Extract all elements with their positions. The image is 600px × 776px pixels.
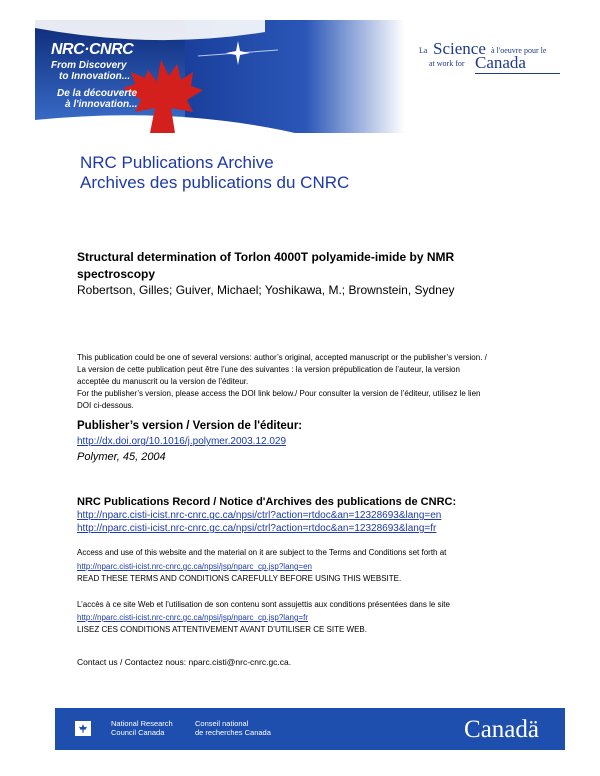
doi-link[interactable]: http://dx.doi.org/10.1016/j.polymer.2003.12.029 bbox=[77, 436, 287, 447]
terms-fr-caps: LISEZ CES CONDITIONS ATTENTIVEMENT AVANT D’UTILISER CE SITE WEB. bbox=[77, 625, 367, 634]
tagline-science: Science bbox=[433, 39, 486, 58]
dept-fr-line-1: Conseil national bbox=[195, 719, 249, 728]
nrc-logo: NRC·CNRC bbox=[51, 41, 134, 58]
notice-line-3: acceptée du manuscrit ou la version de l’éditeur. bbox=[77, 377, 249, 386]
terms-en-caps: READ THESE TERMS AND CONDITIONS CAREFULLY BEFORE USING THIS WEBSITE. bbox=[77, 574, 402, 583]
dept-en-line-1: National Research bbox=[111, 719, 173, 728]
tagline-underline bbox=[475, 73, 560, 74]
contact-line: Contact us / Contactez nous: nparc.cisti@nrc-cnrc.gc.ca. bbox=[77, 657, 292, 667]
slogan-en-line-1: From Discovery bbox=[51, 60, 127, 71]
slogan-fr-line-2: à l'innovation... bbox=[65, 99, 138, 110]
dept-name-fr bbox=[195, 719, 271, 737]
archive-title-fr: Archives des publications du CNRC bbox=[80, 173, 350, 192]
publisher-heading: Publisher’s version / Version de l'éditeur: bbox=[77, 420, 303, 432]
slogan-french bbox=[57, 88, 137, 110]
dept-name-en bbox=[111, 719, 173, 737]
terms-en-text: Access and use of this website and the material on it are subject to the Terms and Conditions set forth at bbox=[77, 548, 447, 557]
canada-wordmark: Canadä bbox=[464, 716, 539, 743]
tagline-la: La bbox=[419, 46, 428, 55]
canada-flag-icon bbox=[68, 721, 98, 736]
paper-title: Structural determination of Torlon 4000T polyamide-imide by NMR spectroscopy bbox=[77, 250, 455, 281]
tagline-english: at work for bbox=[429, 59, 465, 68]
science-tagline bbox=[415, 40, 585, 80]
terms-fr-text: L’accès à ce site Web et l’utilisation de son contenu sont assujettis aux conditions présentées dans le site bbox=[77, 600, 450, 609]
version-notice bbox=[77, 352, 537, 412]
tagline-canada: Canada bbox=[475, 53, 526, 72]
tagline-french: à l'oeuvre pour le bbox=[491, 46, 547, 55]
dept-en-line-2: Council Canada bbox=[111, 728, 165, 737]
record-link-fr[interactable]: http://nparc.cisti-icist.nrc-cnrc.gc.ca/npsi/ctrl?action=rtdoc&an=12328693&lang=fr bbox=[77, 523, 437, 534]
government-footer bbox=[55, 708, 565, 750]
slogan-english bbox=[51, 60, 130, 82]
journal-citation: Polymer, 45, 2004 bbox=[77, 451, 166, 463]
nrc-banner bbox=[35, 20, 405, 133]
notice-line-1: This publication could be one of several versions: author’s original, accepted manuscript or the publisher’s version. / bbox=[77, 353, 487, 362]
slogan-en-line-2: to Innovation... bbox=[59, 71, 131, 82]
notice-line-5: DOI ci-dessous. bbox=[77, 401, 134, 410]
record-link-en[interactable]: http://nparc.cisti-icist.nrc-cnrc.gc.ca/npsi/ctrl?action=rtdoc&an=12328693&lang=en bbox=[77, 510, 442, 521]
notice-line-4: For the publisher’s version, please access the DOI link below./ Pour consulter la version de l’éditeur, utilisez le lien bbox=[77, 389, 481, 398]
record-heading: NRC Publications Record / Notice d'Archives des publications de CNRC: bbox=[77, 496, 457, 508]
dept-fr-line-2: de recherches Canada bbox=[195, 728, 271, 737]
terms-fr-link[interactable]: http://nparc.cisti-icist.nrc-cnrc.gc.ca/npsi/jsp/nparc_cp.jsp?lang=fr bbox=[77, 613, 308, 622]
notice-line-2: La version de cette publication peut être l’une des suivantes : la version prépublication de l’auteur, la version bbox=[77, 365, 460, 374]
slogan-fr-line-1: De la découverte bbox=[57, 88, 138, 99]
archive-title-en: NRC Publications Archive bbox=[80, 153, 274, 172]
paper-authors: Robertson, Gilles; Guiver, Michael; Yoshikawa, M.; Brownstein, Sydney bbox=[77, 283, 455, 297]
terms-en-link[interactable]: http://nparc.cisti-icist.nrc-cnrc.gc.ca/npsi/jsp/nparc_cp.jsp?lang=en bbox=[77, 562, 312, 571]
